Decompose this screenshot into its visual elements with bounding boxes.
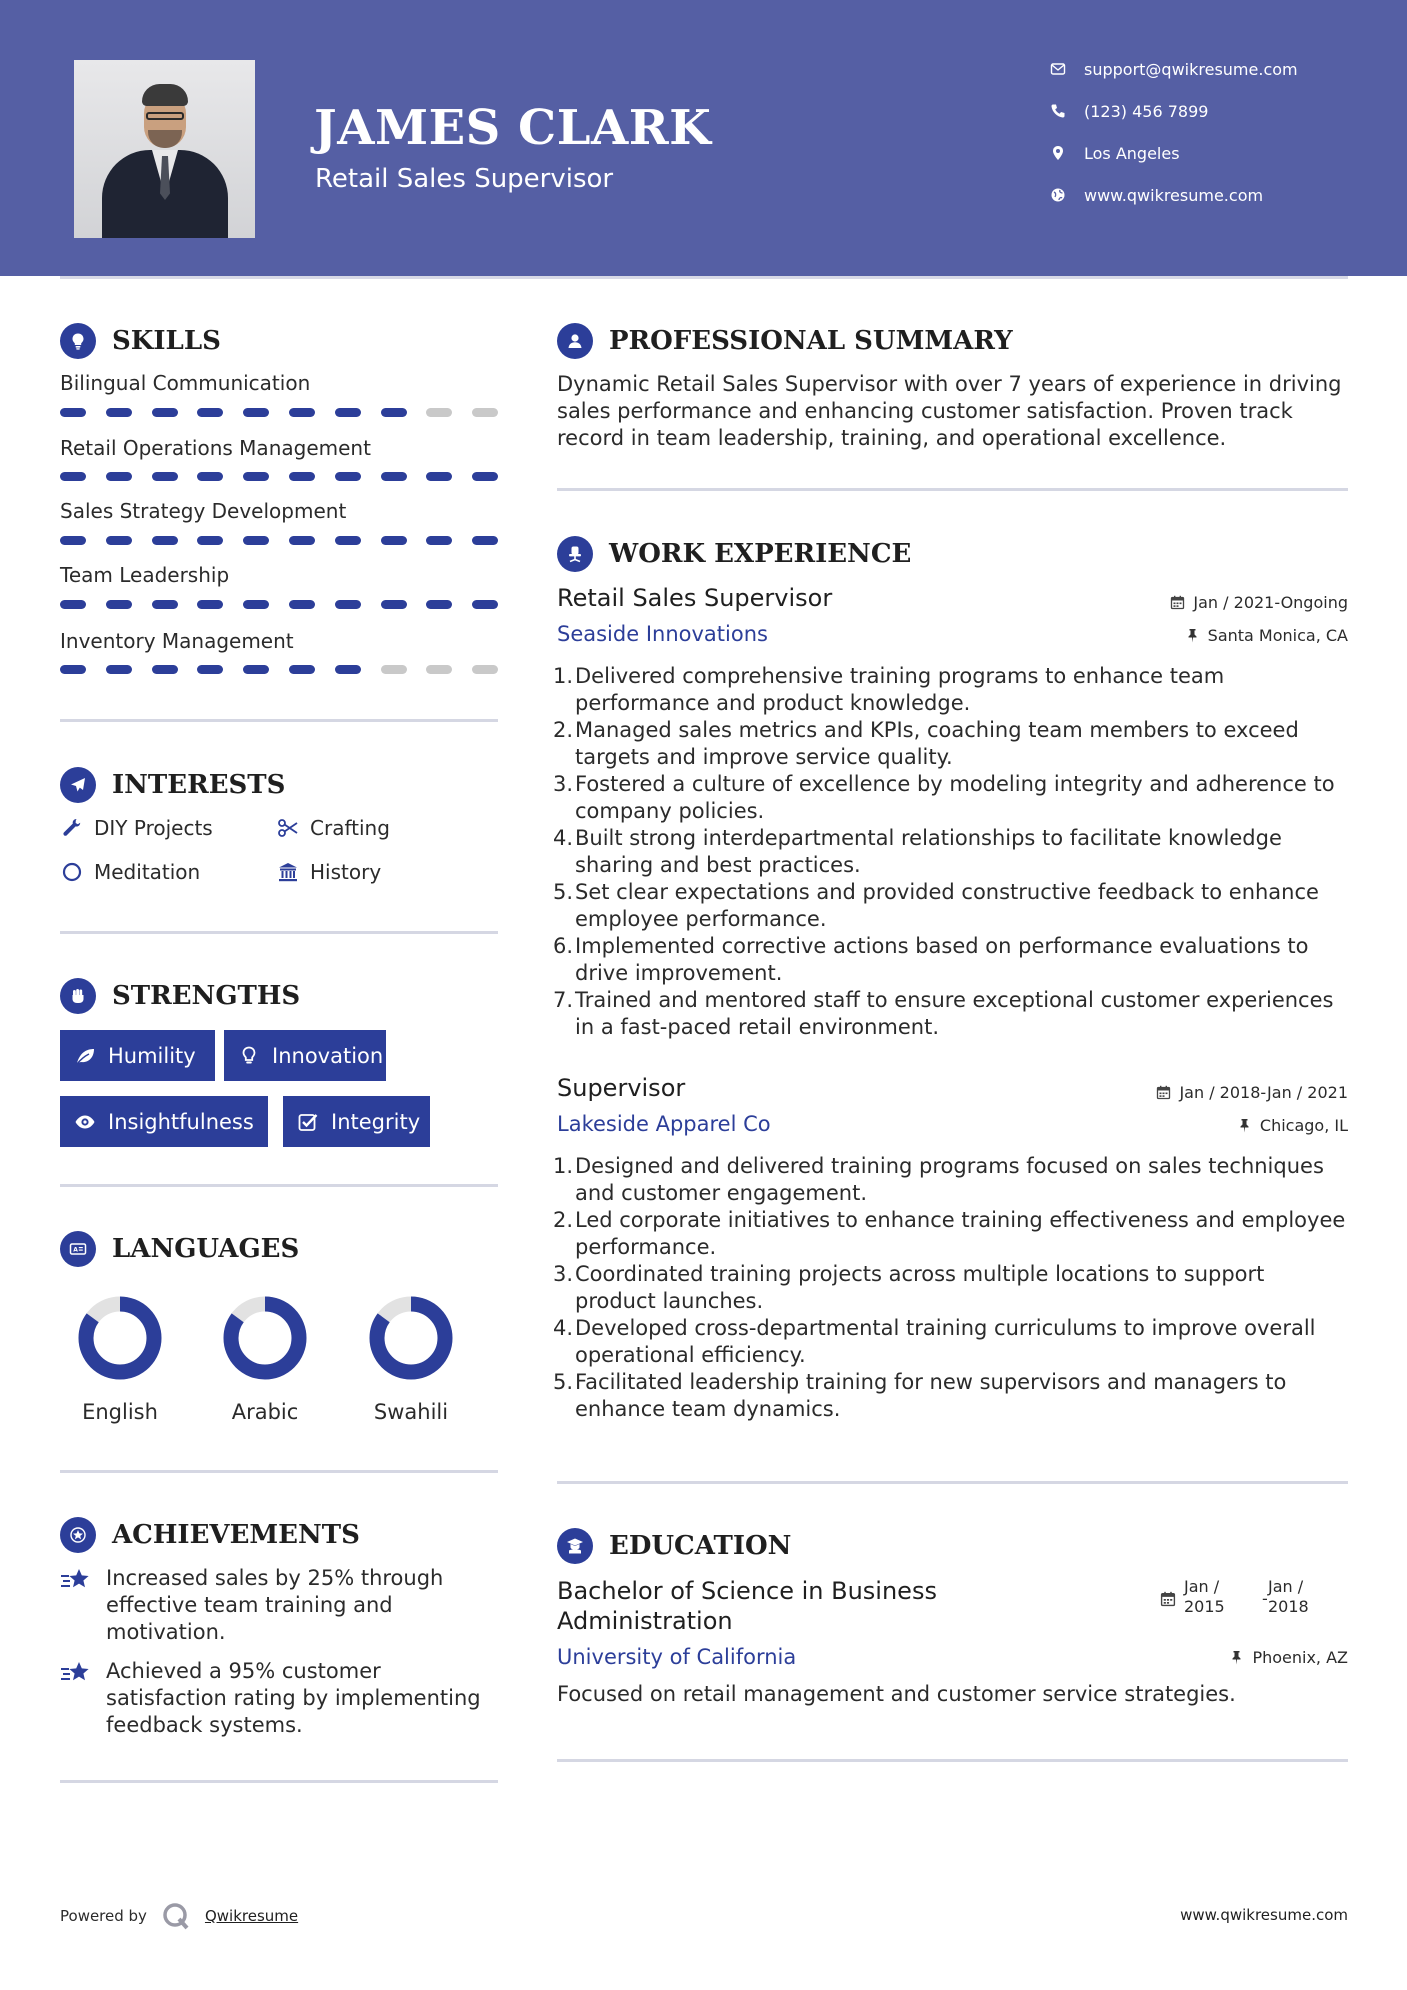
pushpin-icon xyxy=(1185,628,1200,643)
list-number: 5. xyxy=(553,1370,574,1394)
skill-name: Inventory Management xyxy=(60,629,294,653)
responsibility-item: 3. Fostered a culture of excellence by modeling integrity and adherence to company policies. xyxy=(553,772,1335,823)
skill-dot-filled xyxy=(289,665,315,674)
shooting-star-icon xyxy=(60,1565,92,1595)
section-divider xyxy=(557,488,1348,491)
skill-dot-filled xyxy=(243,408,269,417)
skill-dot-filled xyxy=(426,600,452,609)
interest-item: History xyxy=(276,860,381,884)
user-icon xyxy=(557,323,593,359)
achievements-heading: ACHIEVEMENTS xyxy=(60,1517,360,1553)
skill-dot-filled xyxy=(289,536,315,545)
responsibility-item: 2. Managed sales metrics and KPIs, coaching team members to exceed targets and improve service quality. xyxy=(553,718,1299,769)
list-number: 1. xyxy=(553,1154,574,1178)
section-divider xyxy=(60,1780,498,1783)
job-title: Supervisor xyxy=(557,1074,686,1102)
skill-dot-filled xyxy=(243,665,269,674)
skills-heading: SKILLS xyxy=(60,323,221,359)
strength-chip: Insightfulness xyxy=(60,1096,268,1147)
interest-item: Meditation xyxy=(60,860,200,884)
star-icon xyxy=(60,1517,96,1553)
skill-dot-filled xyxy=(472,472,498,481)
section-divider xyxy=(60,1184,498,1187)
skill-dot-filled xyxy=(381,600,407,609)
responsibility-item: 2. Led corporate initiatives to enhance training effectiveness and employee performance. xyxy=(553,1208,1346,1259)
globe-icon xyxy=(1050,187,1066,203)
skill-dot-filled xyxy=(60,536,86,545)
skill-dot-filled xyxy=(197,408,223,417)
qwikresume-logo-icon xyxy=(161,1901,191,1931)
responsibility-item: 6. Implemented corrective actions based on performance evaluations to drive improvement. xyxy=(553,934,1309,985)
skill-dot-filled xyxy=(197,536,223,545)
skill-dot-filled xyxy=(335,536,361,545)
responsibility-item: 7. Trained and mentored staff to ensure exceptional customer experiences in a fast-paced retail environment. xyxy=(553,988,1334,1039)
skill-dot-filled xyxy=(152,665,178,674)
qwikresume-link[interactable]: Qwikresume xyxy=(204,1907,299,1925)
museum-icon xyxy=(276,860,300,884)
skill-dot-filled xyxy=(60,472,86,481)
skill-name: Retail Operations Management xyxy=(60,436,371,460)
lightbulb-icon xyxy=(236,1045,262,1067)
list-number: 2. xyxy=(553,1208,574,1232)
candidate-name: JAMES CLARK xyxy=(314,100,712,156)
strength-chip: Innovation xyxy=(224,1030,386,1081)
skill-dot-empty xyxy=(472,665,498,674)
language-icon xyxy=(60,1231,96,1267)
responsibility-item: 4. Built strong interdepartmental relationships to facilitate knowledge sharing and best practices. xyxy=(553,826,1282,877)
wrench-icon xyxy=(60,816,84,840)
resume-header xyxy=(0,0,1407,276)
skill-dot-filled xyxy=(426,536,452,545)
skill-dot-filled xyxy=(472,600,498,609)
skill-level-bar xyxy=(60,536,498,546)
skill-dot-filled xyxy=(106,665,132,674)
calendar-icon xyxy=(1160,1579,1178,1597)
education-note: Focused on retail management and customer service strategies. xyxy=(557,1682,1236,1706)
language-level-ring xyxy=(78,1296,162,1380)
header-divider xyxy=(60,276,1348,279)
skill-dot-empty xyxy=(472,408,498,417)
degree-title: Bachelor of Science in Business Administration xyxy=(557,1577,937,1635)
skill-level-bar xyxy=(60,472,498,482)
office-chair-icon xyxy=(557,536,593,572)
responsibility-item: 1. Delivered comprehensive training programs to enhance team performance and product knowledge. xyxy=(553,664,1225,715)
education-heading: EDUCATION xyxy=(557,1528,791,1564)
skill-dot-filled xyxy=(152,600,178,609)
language-label: Swahili xyxy=(373,1400,449,1424)
footer-website[interactable]: www.qwikresume.com xyxy=(1180,1906,1348,1924)
circle-icon xyxy=(60,860,84,884)
skill-dot-filled xyxy=(197,472,223,481)
contact-email[interactable]: support@qwikresume.com xyxy=(1050,56,1390,82)
skill-dot-filled xyxy=(426,472,452,481)
skill-dot-filled xyxy=(381,408,407,417)
skill-dot-filled xyxy=(60,408,86,417)
job-dates: Jan / 2021-Ongoing xyxy=(1170,593,1348,612)
skill-dot-filled xyxy=(289,408,315,417)
lightbulb-icon xyxy=(60,323,96,359)
skill-dot-filled xyxy=(152,408,178,417)
skill-dot-filled xyxy=(152,472,178,481)
list-number: 2. xyxy=(553,718,574,742)
skill-dot-filled xyxy=(106,536,132,545)
envelope-icon xyxy=(1050,61,1066,77)
skill-dot-filled xyxy=(472,536,498,545)
section-divider xyxy=(60,931,498,934)
job-location: Chicago, IL xyxy=(1237,1116,1348,1135)
skill-dot-filled xyxy=(106,600,132,609)
skill-level-bar xyxy=(60,408,498,418)
languages-heading: A LANGUAGES xyxy=(60,1231,299,1267)
calendar-icon xyxy=(1156,1085,1171,1100)
responsibility-item: 1. Designed and delivered training programs focused on sales techniques and customer engagement. xyxy=(553,1154,1324,1205)
skill-dot-filled xyxy=(243,600,269,609)
achievement-item: Increased sales by 25% through effective team training and motivation. xyxy=(60,1565,500,1646)
school-name: University of California xyxy=(557,1645,797,1669)
job-dates: Jan / 2018-Jan / 2021 xyxy=(1156,1083,1348,1102)
skill-name: Sales Strategy Development xyxy=(60,499,347,523)
responsibility-item: 3. Coordinated training projects across multiple locations to support product launches. xyxy=(553,1262,1265,1313)
map-pin-icon xyxy=(1050,145,1066,161)
skill-name: Bilingual Communication xyxy=(60,371,311,395)
skill-dot-filled xyxy=(289,472,315,481)
skill-dot-empty xyxy=(426,408,452,417)
language-level-ring xyxy=(223,1296,307,1380)
education-start-date: Jan / 2015 xyxy=(1184,1577,1225,1616)
skill-dot-filled xyxy=(60,600,86,609)
skill-dot-filled xyxy=(289,600,315,609)
scissors-icon xyxy=(276,816,300,840)
skill-dot-filled xyxy=(381,472,407,481)
skill-dot-filled xyxy=(60,665,86,674)
candidate-role: Retail Sales Supervisor xyxy=(315,164,614,194)
skill-dot-empty xyxy=(381,665,407,674)
education-location: Phoenix, AZ xyxy=(1229,1648,1348,1667)
list-number: 6. xyxy=(553,934,574,958)
responsibility-item: 5. Facilitated leadership training for new supervisors and managers to enhance team dynamics. xyxy=(553,1370,1287,1421)
profile-photo xyxy=(74,60,255,238)
skill-dot-empty xyxy=(426,665,452,674)
education-end-date: Jan / 2018 xyxy=(1268,1577,1309,1616)
skill-dot-filled xyxy=(335,408,361,417)
list-number: 3. xyxy=(553,1262,574,1286)
language-level-ring xyxy=(369,1296,453,1380)
skill-dot-filled xyxy=(152,536,178,545)
skill-dot-filled xyxy=(381,536,407,545)
list-number: 5. xyxy=(553,880,574,904)
summary-text: Dynamic Retail Sales Supervisor with over 7 years of experience in driving sales performance and enhancing customer satisfaction. Proven track record in team leadership, training, and operational excellence. xyxy=(557,372,1342,450)
date-separator: - xyxy=(1262,1589,1268,1608)
skill-dot-filled xyxy=(243,536,269,545)
summary-heading: PROFESSIONAL SUMMARY xyxy=(557,323,1013,359)
skill-dot-filled xyxy=(243,472,269,481)
experience-heading: WORK EXPERIENCE xyxy=(557,536,911,572)
footer-powered-by: Powered by Qwikresume xyxy=(60,1901,298,1931)
skill-dot-filled xyxy=(197,665,223,674)
list-number: 4. xyxy=(553,826,574,850)
achievement-item: Achieved a 95% customer satisfaction rating by implementing feedback systems. xyxy=(60,1658,500,1739)
job-responsibilities xyxy=(553,663,1347,1041)
section-divider xyxy=(60,1470,498,1473)
job-location: Santa Monica, CA xyxy=(1185,626,1348,645)
contact-phone[interactable]: (123) 456 7899 xyxy=(1050,98,1390,124)
contact-location: Los Angeles xyxy=(1050,140,1390,166)
graduate-icon xyxy=(557,1528,593,1564)
language-label: English xyxy=(82,1400,158,1424)
eye-icon xyxy=(72,1111,98,1133)
skill-level-bar xyxy=(60,600,498,610)
strengths-heading: STRENGTHS xyxy=(60,978,300,1014)
company-name: Seaside Innovations xyxy=(557,622,768,646)
responsibility-item: 5. Set clear expectations and provided constructive feedback to enhance employee performance. xyxy=(553,880,1319,931)
skill-dot-filled xyxy=(335,600,361,609)
list-number: 1. xyxy=(553,664,574,688)
leaf-icon xyxy=(72,1045,98,1067)
job-title: Retail Sales Supervisor xyxy=(557,584,833,612)
skill-level-bar xyxy=(60,665,498,675)
contact-website[interactable]: www.qwikresume.com xyxy=(1050,182,1390,208)
shooting-star-icon xyxy=(60,1658,92,1688)
strength-chip: Humility xyxy=(60,1030,215,1081)
job-responsibilities xyxy=(553,1153,1347,1423)
company-name: Lakeside Apparel Co xyxy=(557,1112,771,1136)
strength-chip: Integrity xyxy=(283,1096,430,1147)
language-label: Arabic xyxy=(231,1400,299,1424)
interest-item: Crafting xyxy=(276,816,390,840)
skill-dot-filled xyxy=(106,408,132,417)
skill-name: Team Leadership xyxy=(60,563,230,587)
skill-dot-filled xyxy=(335,665,361,674)
paper-plane-icon xyxy=(60,767,96,803)
list-number: 4. xyxy=(553,1316,574,1340)
responsibility-item: 4. Developed cross-departmental training curriculums to improve overall operational efficiency. xyxy=(553,1316,1316,1367)
skill-dot-filled xyxy=(106,472,132,481)
calendar-icon xyxy=(1170,595,1185,610)
svg-text:A: A xyxy=(73,1246,78,1254)
skill-dot-filled xyxy=(335,472,361,481)
fist-icon xyxy=(60,978,96,1014)
phone-icon xyxy=(1050,103,1066,119)
list-number: 7. xyxy=(553,988,574,1012)
section-divider xyxy=(557,1481,1348,1484)
list-number: 3. xyxy=(553,772,574,796)
check-square-icon xyxy=(295,1111,321,1133)
pushpin-icon xyxy=(1237,1118,1252,1133)
interest-item: DIY Projects xyxy=(60,816,213,840)
section-divider xyxy=(60,719,498,722)
pushpin-icon xyxy=(1229,1650,1244,1665)
section-divider xyxy=(557,1759,1348,1762)
interests-heading: INTERESTS xyxy=(60,767,285,803)
skill-dot-filled xyxy=(197,600,223,609)
